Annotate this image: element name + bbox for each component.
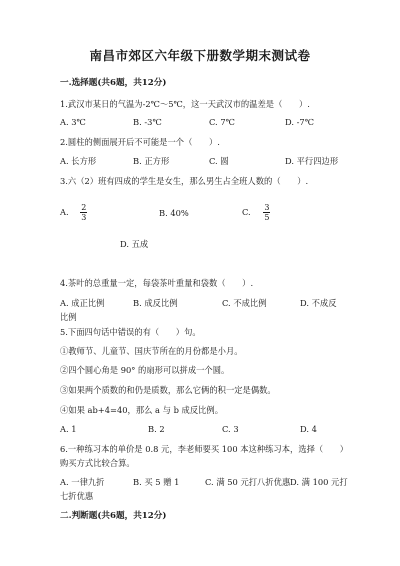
q3-option-a-denominator: 3 bbox=[81, 213, 87, 222]
q3-option-c-denominator: 5 bbox=[264, 213, 270, 222]
section-choice-heading: 一.选择题(共6题，共12分) bbox=[60, 78, 167, 88]
q6-option-d: D. 满 100 元打 bbox=[290, 477, 348, 487]
q5-statement-3: ③如果两个质数的和仍是质数，那么它俩的积一定是偶数。 bbox=[60, 385, 276, 395]
q3-option-c bbox=[242, 203, 270, 222]
q5-statement-2: ②四个圆心角是 90° 的扇形可以拼成一个圆。 bbox=[60, 365, 230, 375]
q1-option-c: C. 7℃ bbox=[209, 117, 235, 127]
q5-option-d: D. 4 bbox=[300, 424, 317, 434]
q6-option-b: B. 买 5 赠 1 bbox=[133, 477, 180, 487]
q4-option-d-continued: 比例 bbox=[60, 312, 77, 322]
q3-option-c-fraction bbox=[263, 203, 270, 222]
q4-option-d: D. 不成反 bbox=[300, 298, 337, 308]
q5-statement-1: ①教师节、儿童节、国庆节所在的月份都是小月。 bbox=[60, 346, 243, 356]
q3-option-a-numerator: 2 bbox=[81, 203, 87, 212]
q6-option-d-continued: 七折优惠 bbox=[60, 491, 94, 501]
q1-option-b: B. -3℃ bbox=[133, 117, 162, 127]
q6-option-a: A. 一律九折 bbox=[60, 477, 105, 487]
q3-option-d: D. 五成 bbox=[120, 239, 149, 249]
q3-option-b: B. 40% bbox=[159, 208, 189, 218]
q2-option-c: C. 圆 bbox=[209, 156, 229, 166]
q4-option-a: A. 成正比例 bbox=[60, 298, 105, 308]
q1-option-a: A. 3℃ bbox=[60, 117, 86, 127]
question-5: 5.下面四句话中错误的有（ ）句。 bbox=[60, 327, 201, 337]
q3-option-c-label: C. bbox=[242, 207, 251, 217]
q3-option-a bbox=[60, 203, 87, 222]
q5-option-a: A. 1 bbox=[60, 424, 77, 434]
q3-option-a-label: A. bbox=[60, 207, 69, 217]
q2-option-b: B. 正方形 bbox=[133, 156, 170, 166]
q5-statement-4: ④如果 ab+4=40，那么 a 与 b 成反比例。 bbox=[60, 405, 224, 415]
question-3: 3.六（2）班有四成的学生是女生，那么男生占全班人数的（ ）. bbox=[60, 176, 309, 186]
q5-option-b: B. 2 bbox=[148, 424, 165, 434]
q3-option-c-numerator: 3 bbox=[264, 203, 270, 212]
page-title: 南昌市郊区六年级下册数学期末测试卷 bbox=[89, 48, 311, 63]
q2-option-a: A. 长方形 bbox=[60, 156, 97, 166]
q6-option-c: C. 满 50 元打八折优惠 bbox=[205, 477, 291, 487]
question-2: 2.圆柱的侧面展开后不可能是一个（ ）. bbox=[60, 137, 220, 147]
q2-option-d: D. 平行四边形 bbox=[285, 156, 339, 166]
q3-option-a-fraction bbox=[80, 203, 87, 222]
q4-option-c: C. 不成比例 bbox=[222, 298, 267, 308]
q4-option-b: B. 成反比例 bbox=[133, 298, 178, 308]
question-6-line-2: 购买方式比较合算。 bbox=[60, 458, 135, 468]
question-4: 4.茶叶的总重量一定，每袋茶叶重量和袋数（ ）. bbox=[60, 278, 254, 288]
q1-option-d: D. -7℃ bbox=[285, 117, 314, 127]
question-6-line-1: 6.一种练习本的单价是 0.8 元，李老师要买 100 本这种练习本，选择（ ） bbox=[60, 444, 349, 454]
question-1: 1.武汉市某日的气温为-2℃～5℃，这一天武汉市的温差是（ ）. bbox=[60, 99, 310, 109]
q5-option-c: C. 3 bbox=[222, 424, 239, 434]
section-judgment-heading: 二.判断题(共6题，共12分) bbox=[60, 511, 167, 521]
